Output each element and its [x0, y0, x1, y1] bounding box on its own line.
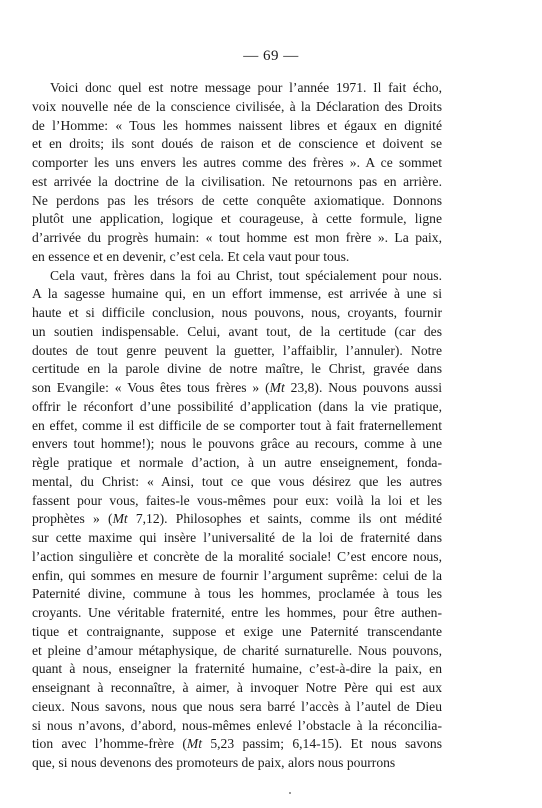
- text-line: plutôt une application, logique et courageuse, à cette formule, ligne: [32, 211, 442, 227]
- text-line: tion avec l’homme-frère (Mt 5,23 passim; 6,14-15). Et nous savons: [32, 736, 443, 752]
- text-line: un soutien indispensable. Celui, avant tout, de la certitude (car des: [32, 323, 442, 339]
- text-line: que, si nous devenons des promoteurs de paix, alors nous pourrons: [32, 755, 396, 770]
- text-line: Voici donc quel est notre message pour l’année 1971. Il fait écho,: [50, 80, 442, 95]
- text-line: sur cette maxime qui insère l’universalité de la loi de fraternité dans: [32, 530, 442, 545]
- text-line: cieux. Nous savons, nous que nous sera barré l’accès à l’autel de Dieu: [32, 698, 442, 714]
- text-line: et en droits; ils sont doués de raison et de conscience et doivent se: [32, 136, 442, 152]
- text-line: en essence et en devenir, c’est cela. Et cela vaut pour tous.: [32, 248, 350, 264]
- text-line: d’arrivée du progrès humain: « tout homme est mon frère ». La paix,: [32, 230, 442, 245]
- text-line: envers tout homme!); nous le pouvons grâce au recours, comme à une: [32, 436, 442, 452]
- text-line: règle pratique et normale d’action, à un autre enseignement, fonda-: [32, 455, 442, 470]
- text-line: certitude en la parole divine de notre maître, le Christ, gravée dans: [32, 361, 442, 377]
- text-line: Cela vaut, frères dans la foi au Christ, tout spécialement pour nous.: [50, 267, 442, 283]
- text-line: et pleine d’amour métaphysique, de charité surnaturelle. Nous pouvons,: [32, 642, 442, 658]
- text-line: son Evangile: « Vous êtes tous frères » (Mt 23,8). Nous pouvons aussi: [32, 380, 442, 395]
- text-line: l’action singulière et concrète de la moralité sociale! C’est encore nous,: [32, 548, 442, 564]
- text-line: quant à nous, enseigner la fraternité humaine, c’est-à-dire la paix, en: [32, 661, 442, 677]
- text-line: si nous n’avons, d’abord, nous-mêmes enlevé l’obstacle à la réconcilia-: [32, 717, 442, 733]
- text-line: mental, du Christ: « Ainsi, tout ce que vous désirez que les autres: [32, 473, 442, 489]
- text-line: A la sagesse humaine qui, en un effort immense, est arrivée à une si: [32, 286, 442, 302]
- page-number: — 69 —: [243, 48, 299, 64]
- text-line: fassent pour vous, faites-le vous-mêmes pour eux: voilà la loi et les: [32, 492, 442, 508]
- text-line: comporter les uns envers les autres comme des frères ». A ce sommet: [32, 155, 442, 170]
- text-line: tique et contraignante, suppose et exige une Paternité transcendante: [32, 623, 442, 639]
- body-text: [32, 79, 442, 773]
- text-line: enseignant à reconnaître, à aimer, à invoquer Notre Père qui est aux: [32, 680, 442, 695]
- text-line: prophètes » (Mt 7,12). Philosophes et saints, comme ils ont médité: [32, 511, 442, 527]
- text-line: croyants. Une véritable fraternité, entre les hommes, pour être authen-: [32, 605, 442, 620]
- text-line: Paternité divine, commune à tous les hommes, proclamée à tous les: [32, 586, 442, 602]
- text-line: en effet, comme il est difficile de se comporter tout à fait fraternellement: [32, 417, 442, 433]
- text-line: haute et si difficile conclusion, nous pouvons, nous, croyants, fournir: [32, 305, 442, 320]
- text-line: est arrivée la doctrine de la civilisation. Ne retournons pas en arrière.: [32, 173, 442, 189]
- text-line: voix nouvelle née de la conscience civilisée, à la Déclaration des Droits: [32, 98, 442, 114]
- ink-speck: [289, 792, 291, 794]
- text-line: enfin, qui sommes en mesure de fournir l’argument suprême: celui de la: [32, 567, 442, 583]
- text-line: Ne perdons pas les trésors de cette conquête axiomatique. Donnons: [32, 192, 442, 208]
- text-line: offrir le réconfort d’une possibilité d’application (dans la vie pratique,: [32, 398, 442, 414]
- text-line: de l’Homme: « Tous les hommes naissent libres et égaux en dignité: [32, 117, 442, 133]
- text-line: doutes de tout genre peuvent la guetter, l’affaiblir, l’annuler). Notre: [32, 342, 442, 358]
